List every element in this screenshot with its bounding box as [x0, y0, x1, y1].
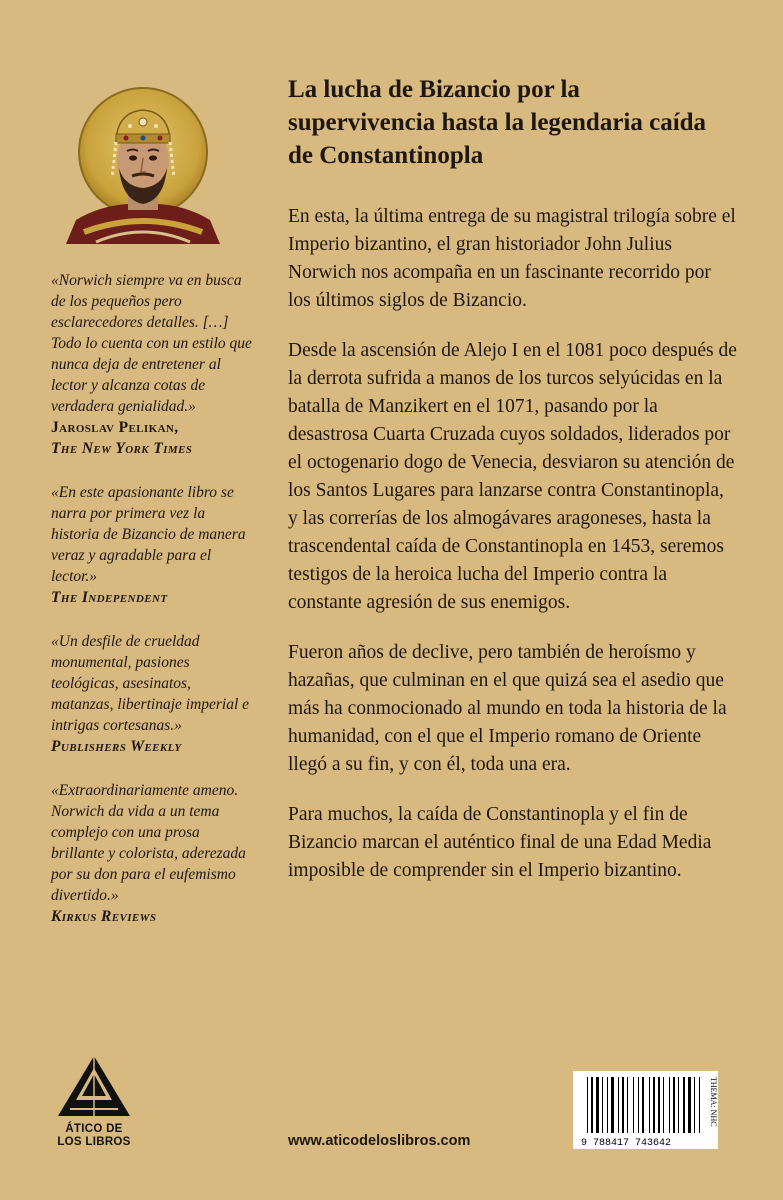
- isbn-barcode: [573, 1071, 718, 1149]
- publisher-name-line1: ÁTICO DE: [65, 1123, 123, 1135]
- barcode-bar: [607, 1077, 608, 1133]
- synopsis-paragraph: Para muchos, la caída de Constantinopla y el fin de Bizancio marcan el auténtico final de una Edad Media imposible de comprender sin el Imperio bizantino.: [288, 804, 712, 881]
- publisher-website: www.aticodeloslibros.com: [288, 1133, 471, 1149]
- publisher-logo: [44, 1054, 144, 1149]
- barcode-bar: [688, 1077, 691, 1133]
- barcode-bar: [638, 1077, 639, 1133]
- quote-source: Publishers Weekly: [51, 738, 182, 755]
- emperor-mosaic-portrait: [66, 82, 220, 244]
- quote-source: Kirkus Reviews: [51, 908, 157, 925]
- synopsis: [288, 203, 738, 907]
- synopsis-paragraph: Desde la ascensión de Alejo I en el 1081 poco después de la derrota sufrida a manos de los turcos selyúcidas en la batalla de Manzikert en el 1071, pasando por la desastrosa Cuarta Cruzada cuyos soldados, liderados por el octogenario dogo de Venecia, desviaron su atención de los Santos Lugares para lanzarse contra Constantinopla, y las correrías de los almogávares aragoneses, hasta la trascendental caída de Constantinopla en 1453, seremos testigos de la heroica lucha del Imperio contra la constante agresión de sus enemigos.: [288, 340, 737, 613]
- barcode-bar: [618, 1077, 619, 1133]
- review-quote: [51, 631, 256, 757]
- barcode-bar: [694, 1077, 695, 1133]
- barcode-bar: [669, 1077, 670, 1133]
- publisher-name-line2: LOS LIBROS: [57, 1136, 131, 1148]
- thema-code: THEMA: NHC: [709, 1077, 718, 1127]
- barcode-bar: [673, 1077, 675, 1133]
- review-quote: [51, 780, 256, 927]
- barcode-bar: [678, 1077, 679, 1133]
- barcode-bar: [602, 1077, 603, 1133]
- barcode-bar: [627, 1077, 628, 1133]
- quote-text: «Extraordinariamente ameno. Norwich da vida a un tema complejo con una prosa brillante y colorista, aderezada por su don para el eufemismo divertido.»: [51, 782, 246, 904]
- barcode-bar: [658, 1077, 660, 1133]
- barcode-bar: [683, 1077, 685, 1133]
- barcode-bar: [699, 1077, 700, 1133]
- barcode-bar: [663, 1077, 664, 1133]
- quote-text: «Un desfile de crueldad monumental, pasiones teológicas, asesinatos, matanzas, libertinaje imperial e intrigas cortesanas.»: [51, 633, 250, 734]
- quote-author: Jaroslav Pelikan,: [51, 419, 179, 436]
- barcode-bar: [649, 1077, 650, 1133]
- quote-source: The Independent: [51, 589, 168, 606]
- triangle-acropolis-logo-icon: [56, 1054, 132, 1118]
- barcode-bar: [653, 1077, 655, 1133]
- barcode-bar: [591, 1077, 593, 1133]
- review-quote: [51, 270, 256, 459]
- quote-text: «En este apasionante libro se narra por primera vez la historia de Bizancio de manera veraz y agradable para el lector.»: [51, 484, 246, 585]
- quote-source: The New York Times: [51, 440, 193, 457]
- synopsis-paragraph: En esta, la última entrega de su magistral trilogía sobre el Imperio bizantino, el gran historiador John Julius Norwich nos acompaña en un fascinante recorrido por los últimos siglos de Bizancio.: [288, 206, 736, 311]
- synopsis-paragraph: Fueron años de declive, pero también de heroísmo y hazañas, que culminan en el que quizá sea el asedio que más ha conmocionado al mundo en toda la historia de la humanidad, con el que el Imperio romano de Oriente llegó a su fin, y con él, toda una era.: [288, 642, 727, 775]
- quote-text: «Norwich siempre va en busca de los pequeños pero esclarecedores detalles. […] Todo lo cuenta con un estilo que nunca deja de entretener al lector y alcanza cotas de verdadera genialidad.»: [51, 272, 252, 415]
- barcode-bar: [642, 1077, 644, 1133]
- review-quotes: [51, 270, 256, 950]
- barcode-bar: [596, 1077, 599, 1133]
- review-quote: [51, 482, 256, 608]
- barcode-number: 9 788417 743642: [581, 1138, 672, 1149]
- barcode-bars: [587, 1077, 700, 1133]
- barcode-bar: [587, 1077, 588, 1133]
- barcode-bar: [611, 1077, 614, 1133]
- barcode-bar: [622, 1077, 624, 1133]
- barcode-bar: [633, 1077, 634, 1133]
- book-headline: La lucha de Bizancio por la supervivencia hasta la legendaria caída de Constantinopla: [288, 76, 707, 169]
